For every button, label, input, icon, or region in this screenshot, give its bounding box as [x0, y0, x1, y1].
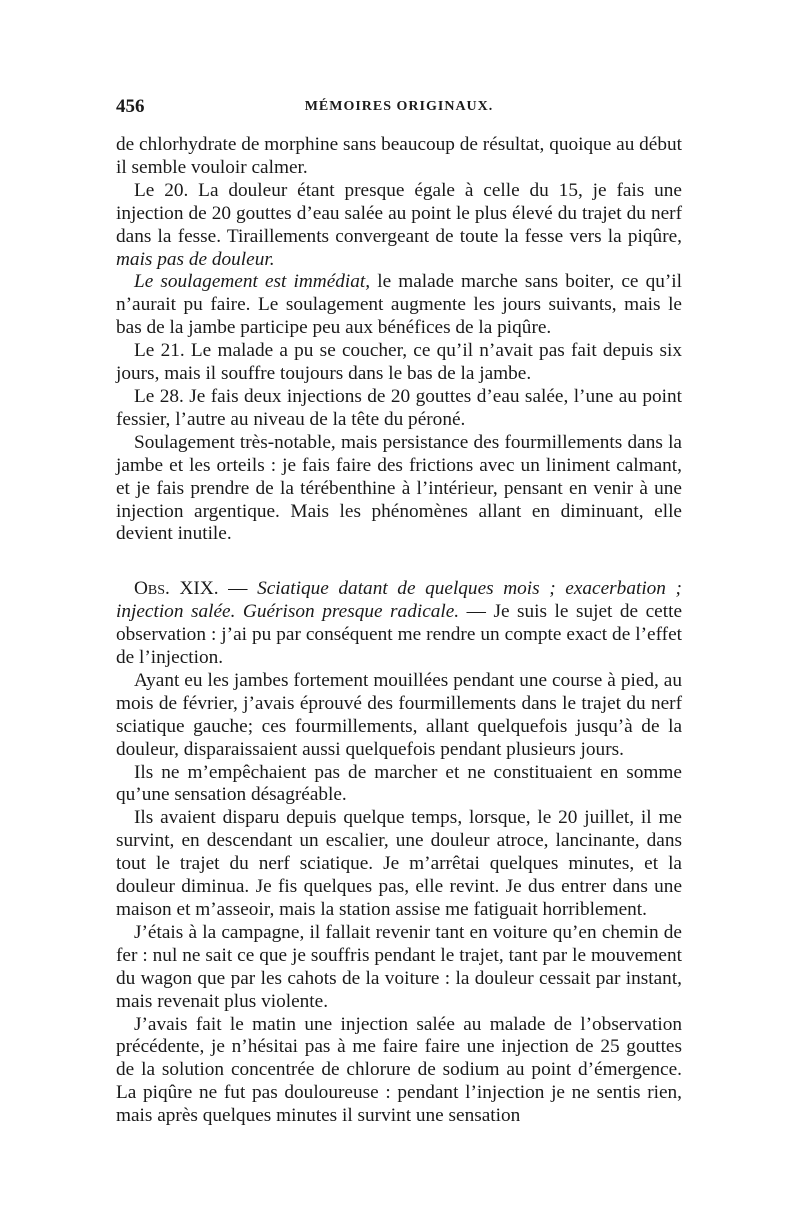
paragraph-20-juillet: Ils avaient disparu depuis quelque temps, lorsque, le 20 juillet, il me survint, en descendant un escalier, une douleur atroce, lancinante, dans tout le trajet du nerf sciatique. Je m’arrêtai quelques minutes, et la douleur diminua. Je fis quelques pas, elle revint. Je dus entrer dans une maison et m’asseoir, mais la station assise me fatiguait horriblement. — [116, 807, 682, 920]
paragraph-fourmillements: Soulagement très-notable, mais persistance des fourmillements dans la jambe et les orteils : je fais faire des frictions avec un liniment calmant, et je fais prendre de la térébenthine à l’intérieur, pensant en venir à une injection argentique. Mais les phénomènes allant en diminuant, elle devient inutile. — [116, 431, 682, 545]
paragraph-soulagement — [116, 271, 682, 340]
section-gap — [116, 546, 682, 578]
paragraph-text: le malade marche sans boiter, ce qu’il n’aurait pu faire. Le soulagement augmente les jours suivants, mais le bas de la jambe participe peu aux bénéfices de la piqûre. — [116, 271, 682, 339]
paragraph-jambes-mouillees: Ayant eu les jambes fortement mouillées pendant une course à pied, au mois de février, j’avais éprouvé des fourmillements dans le trajet du nerf sciatique gauche; ces fourmillements, allant quelquefois jusqu’à de la douleur, disparaissaient aussi quelquefois pendant plusieurs jours. — [116, 669, 682, 760]
running-title: MÉMOIRES ORIGINAUX. — [304, 99, 494, 114]
italic-emphasis: Le soulagement est immédiat, — [134, 271, 371, 293]
paragraph-empechaient: Ils ne m’empêchaient pas de marcher et ne constituaient en somme qu’une sensation désagréable. — [116, 761, 682, 806]
paragraph-le-20 — [116, 180, 682, 272]
paragraph-text: Le 20. La douleur étant presque égale à celle du 15, je fais une injection de 20 gouttes d’eau salée au point le plus élevé du trajet du nerf dans la fesse. Tiraillements convergeant de toute la fesse vers la piqûre, — [116, 179, 682, 247]
observation-heading-paragraph — [116, 578, 682, 670]
paragraph-continued: de chlorhydrate de morphine sans beaucoup de résultat, quoique au début il semble vouloir calmer. — [116, 134, 682, 178]
paragraph-le-21: Le 21. Le malade a pu se coucher, ce qu’il n’avait pas fait depuis six jours, mais il souffre toujours dans le bas de la jambe. — [116, 340, 682, 385]
paragraph-campagne: J’étais à la campagne, il fallait revenir tant en voiture qu’en chemin de fer : nul ne sait ce que je souffris pendant le trajet, tant par le mouvement du wagon que par les cahots de la voiture : la douleur cessait par instant, mais revenait plus violente. — [116, 921, 682, 1012]
page-number: 456 — [116, 96, 145, 117]
observation-dash: — — [459, 601, 494, 623]
observation-number: XIX. — — [169, 578, 258, 600]
page-header — [116, 96, 682, 126]
observation-title: Sciatique datant de quelques mois ; exacerbation ; injection salée. Guérison presque radicale. — [116, 578, 682, 623]
paragraph-injection-salee: J’avais fait le matin une injection salée au malade de l’observation précédente, je n’hésitai pas à me faire faire une injection de 25 gouttes de la solution concentrée de chlorure de sodium au point d’émergence. La piqûre ne fut pas douloureuse : pendant l’injection je ne sentis rien, mais après quelques minutes il survint une sensation — [116, 1013, 682, 1127]
italic-emphasis: mais pas de douleur. — [116, 248, 275, 270]
body-text — [116, 134, 682, 1128]
paragraph-le-28: Le 28. Je fais deux injections de 20 gouttes d’eau salée, l’une au point fessier, l’autre au niveau de la tête du péroné. — [116, 385, 682, 430]
observation-text: Je suis le sujet de cette observation : j’ai pu par conséquent me rendre un compte exact de l’effet de l’injection. — [116, 601, 683, 669]
observation-label: Obs. — [134, 578, 170, 600]
